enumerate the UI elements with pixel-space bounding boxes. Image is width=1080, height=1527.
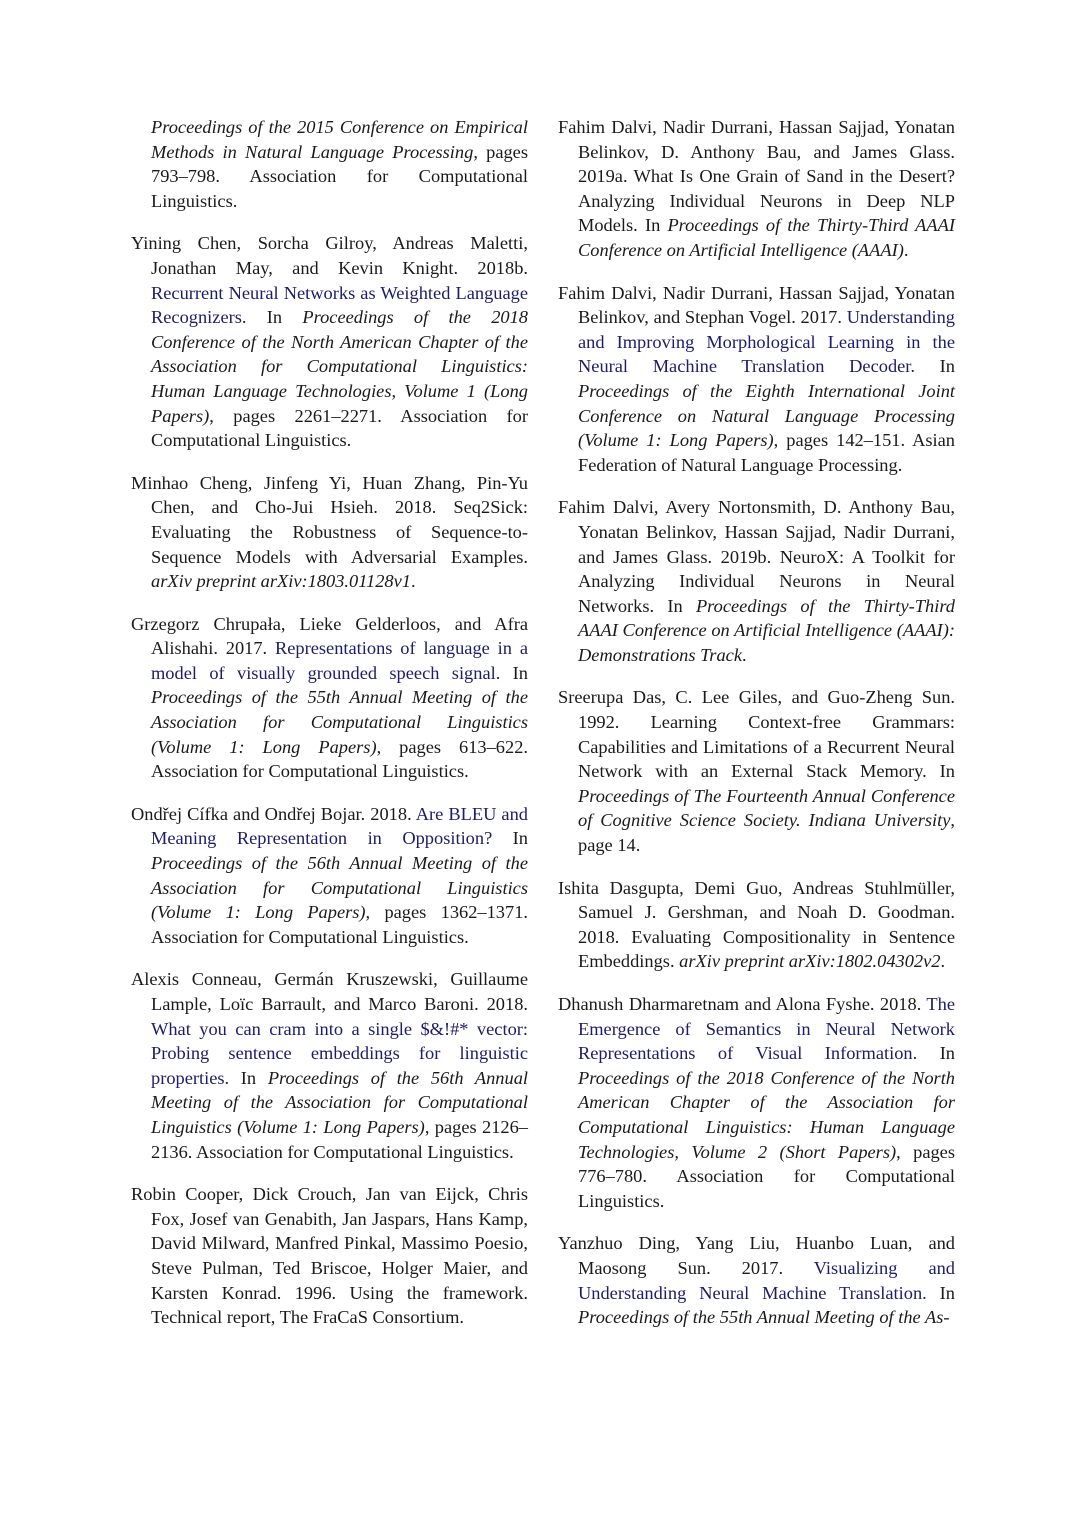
reference-tail: , pages 142–151. Asian Federation of Natural Language Processing.: [578, 430, 955, 475]
reference-title-link[interactable]: Are BLEU and Meaning Representation in Opposition?: [151, 803, 528, 849]
reference-authors: Grzegorz Chrupała, Lieke Gelderloos, and Afra Alishahi. 2017.: [131, 613, 528, 659]
reference-tail: , page 14.: [578, 810, 955, 856]
reference-title-link[interactable]: Representations of language in a model of visually grounded speech signal.: [151, 638, 528, 683]
reference-venue: Proceedings of the 2018 Conference of the North American Chapter of the Association for Computational Linguistics: Human Language Technologies, Volume 2 (Short Papers): [578, 1067, 955, 1162]
reference-authors: Robin Cooper, Dick Crouch, Jan van Eijck, Chris Fox, Josef van Genabith, Jan Jaspars, Hans Kamp, David Milward, Manfred Pinkal, Massimo Poesio, Steve Pulman, Ted Briscoe, Holger Maier, and Karsten Konrad. 1996. Using the framework. Technical report, The FraCaS Consortium.: [131, 1184, 528, 1328]
reference-venue: Proceedings of the Eighth International Joint Conference on Natural Language Processing (Volume 1: Long Papers): [578, 380, 955, 451]
reference-entry: [131, 1182, 528, 1330]
reference-tail: , pages 2261–2271. Association for Computational Linguistics.: [151, 405, 528, 451]
reference-venue: Proceedings of the 2015 Conference on Empirical Methods in Natural Language Processing: [151, 117, 528, 162]
reference-entry: [131, 967, 528, 1164]
reference-tail: .: [903, 239, 909, 260]
reference-entry: [558, 685, 955, 857]
reference-venue: Proceedings of the 56th Annual Meeting of the Association for Computational Linguistics (Volume 1: Long Papers): [151, 853, 528, 923]
reference-tail: , pages 2126–2136. Association for Computational Linguistics.: [151, 1116, 528, 1162]
reference-authors: Sreerupa Das, C. Lee Giles, and Guo-Zheng Sun. 1992. Learning Context-free Grammars: Capabilities and Limitations of a Recurrent Neural Network with an External Stack Memory. In: [558, 687, 955, 782]
reference-entry: [558, 1231, 955, 1329]
reference-title-link[interactable]: Recurrent Neural Networks as Weighted Language Recognizers.: [151, 282, 528, 328]
reference-tail: , pages 793–798. Association for Computational Linguistics.: [151, 141, 528, 211]
reference-mid: In: [917, 1043, 956, 1064]
reference-entry: [131, 802, 528, 950]
reference-entry: [131, 115, 528, 213]
reference-entry: [558, 495, 955, 667]
reference-entry: [131, 612, 528, 784]
reference-mid: In: [926, 1282, 955, 1303]
reference-venue: Proceedings of the 56th Annual Meeting of the Association for Computational Linguistics (Volume 1: Long Papers): [151, 1067, 528, 1137]
reference-authors: Fahim Dalvi, Avery Nortonsmith, D. Anthony Bau, Yonatan Belinkov, Hassan Sajjad, Nadir Durrani, and James Glass. 2019b. NeuroX: A Toolkit for Analyzing Individual Neurons in Neural Networks. In: [558, 497, 955, 616]
reference-entry: [558, 281, 955, 478]
reference-venue: Proceedings of the 55th Annual Meeting of the Association for Computational Linguistics (Volume 1: Long Papers): [151, 687, 528, 757]
reference-title-link[interactable]: Understanding and Improving Morphological Learning in the Neural Machine Translation Decoder.: [578, 307, 955, 377]
references-column-right: [558, 115, 955, 1348]
reference-tail: .: [742, 644, 747, 665]
reference-authors: Ishita Dasgupta, Demi Guo, Andreas Stuhlmüller, Samuel J. Gershman, and Noah D. Goodman. 2018. Evaluating Compositionality in Sentence Embeddings.: [558, 877, 955, 972]
reference-venue: arXiv preprint arXiv:1803.01128v1: [151, 571, 411, 592]
reference-authors: Minhao Cheng, Jinfeng Yi, Huan Zhang, Pin-Yu Chen, and Cho-Jui Hsieh. 2018. Seq2Sick: Evaluating the Robustness of Sequence-to-Sequence Models with Adversarial Examples.: [131, 472, 528, 567]
reference-mid: In: [246, 307, 303, 328]
reference-venue: Proceedings of the Thirty-Third AAAI Conference on Artificial Intelligence (AAAI): Demonstrations Track: [578, 595, 955, 665]
reference-title-link[interactable]: Visualizing and Understanding Neural Machine Translation.: [578, 1257, 955, 1303]
reference-title-link[interactable]: The Emergence of Semantics in Neural Network Representations of Visual Information.: [578, 994, 955, 1064]
references-column-left: [131, 115, 528, 1348]
reference-mid: In: [500, 662, 529, 683]
reference-venue: Proceedings of The Fourteenth Annual Conference of Cognitive Science Society. Indiana University: [578, 785, 955, 831]
reference-authors: Yining Chen, Sorcha Gilroy, Andreas Maletti, Jonathan May, and Kevin Knight. 2018b.: [131, 233, 528, 278]
reference-authors: Alexis Conneau, Germán Kruszewski, Guillaume Lample, Loïc Barrault, and Marco Baroni. 2018.: [131, 969, 528, 1014]
reference-venue: arXiv preprint arXiv:1802.04302v2: [679, 951, 941, 972]
reference-title-link[interactable]: What you can cram into a single $&!#* vector: Probing sentence embeddings for linguistic properties.: [151, 1018, 528, 1088]
reference-entry: [131, 471, 528, 594]
reference-authors: Fahim Dalvi, Nadir Durrani, Hassan Sajjad, Yonatan Belinkov, and Stephan Vogel. 2017.: [558, 282, 955, 328]
reference-mid: In: [915, 356, 955, 377]
reference-venue: Proceedings of the Thirty-Third AAAI Conference on Artificial Intelligence (AAAI): [578, 215, 955, 260]
reference-entry: [558, 876, 955, 974]
reference-mid: In: [492, 828, 528, 849]
reference-tail: .: [940, 951, 946, 972]
reference-entry: [558, 992, 955, 1213]
reference-mid: In: [229, 1067, 268, 1088]
reference-venue: Proceedings of the 55th Annual Meeting of the As-: [578, 1307, 950, 1328]
reference-tail: .: [410, 571, 416, 592]
reference-venue: Proceedings of the 2018 Conference of the North American Chapter of the Association for Computational Linguistics: Human Language Technologies, Volume 1 (Long Papers): [151, 307, 528, 426]
reference-authors: Yanzhuo Ding, Yang Liu, Huanbo Luan, and Maosong Sun. 2017.: [558, 1233, 955, 1278]
reference-authors: Fahim Dalvi, Nadir Durrani, Hassan Sajjad, Yonatan Belinkov, D. Anthony Bau, and James Glass. 2019a. What Is One Grain of Sand in the Desert? Analyzing Individual Neurons in Deep NLP Models. In: [558, 117, 955, 236]
reference-entry: [131, 231, 528, 452]
reference-authors: Ondřej Cífka and Ondřej Bojar. 2018.: [131, 803, 416, 824]
reference-tail: , pages 1362–1371. Association for Computational Linguistics.: [151, 902, 528, 947]
reference-tail: , pages 776–780. Association for Computational Linguistics.: [578, 1141, 955, 1211]
reference-entry: [558, 115, 955, 263]
reference-authors: Dhanush Dharmaretnam and Alona Fyshe. 2018.: [558, 994, 927, 1014]
reference-tail: , pages 613–622. Association for Computational Linguistics.: [151, 736, 528, 782]
